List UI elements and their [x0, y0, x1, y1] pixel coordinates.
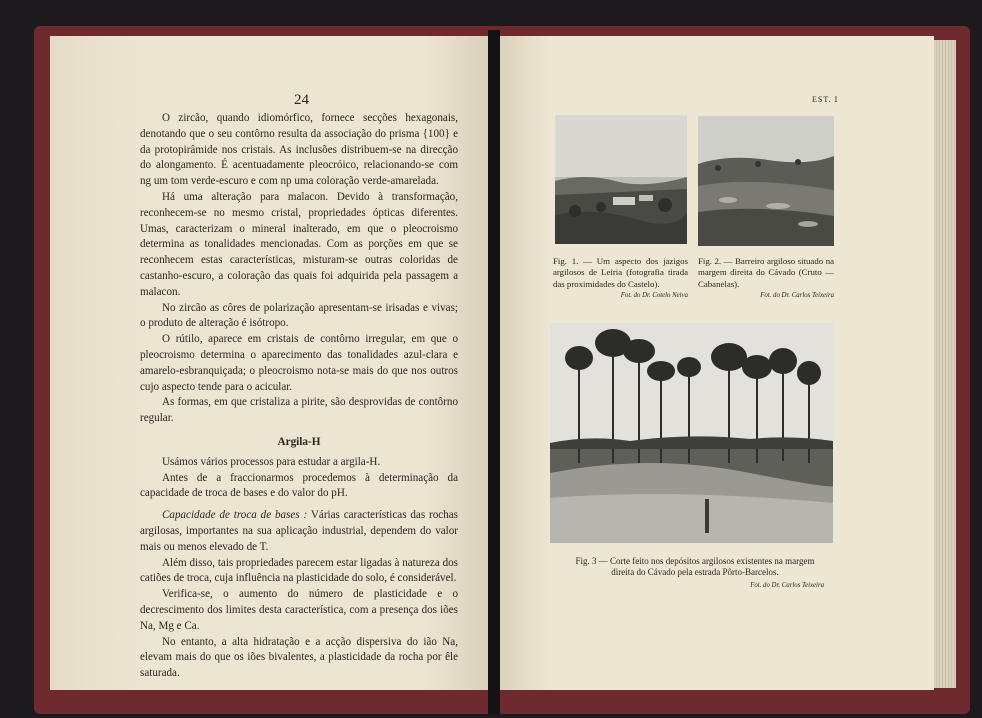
- book-gutter: [488, 30, 500, 714]
- paragraph: O rútilo, aparece em cristais de contôrno irregular, em que o pleocroismo determina o aparecimento das tonalidades azul-clara e amarelo-esbranquiçada; o pleocroismo nota-se mais do que nos outros cujo aspecto tende para o acicular.: [140, 333, 458, 393]
- figure-3-photo: [550, 323, 833, 543]
- italic-term: Capacidade de troca de bases :: [162, 509, 308, 522]
- plate-label: EST. I: [812, 95, 839, 104]
- figure-2-caption: Fig. 2. — Barreiro argiloso situado na margem direita do Cávado (Cruto — Cabanelas).: [698, 256, 834, 289]
- paragraph: No entanto, a alta hidratação e a acção dispersiva do ião Na, elevam mais do que os iões bivalentes, a plasticidade da rocha por êle saturada.: [140, 635, 458, 680]
- figure-1-credit: Fot. do Dr. Cotelo Neiva: [620, 292, 688, 299]
- page-edges: [934, 40, 956, 688]
- paragraph: Usámos vários processos para estudar a argila-H.: [162, 455, 381, 468]
- paragraph: No zircão as côres de polarização apresentam-se irisadas e vivas; o produto de alteração é isótropo.: [140, 301, 458, 330]
- paragraph: As formas, em que cristaliza a pirite, são desprovidas de contôrno regular.: [140, 396, 458, 425]
- figure-2-credit: Fot. do Dr. Carlos Teixeira: [760, 292, 834, 299]
- page-number: 24: [294, 92, 309, 108]
- section-heading: Argila-H: [277, 435, 321, 448]
- figure-1-caption: Fig. 1. — Um aspecto dos jazigos argilosos de Leiria (fotografia tirada das proximidades do Castelo).: [553, 256, 688, 289]
- figure-2-photo: [698, 116, 834, 246]
- paragraph: Antes de a fraccionarmos procedemos à determinação da capacidade de troca de bases e do valor do pH.: [140, 471, 458, 500]
- figure-3-caption: Fig. 3 — Corte feito nos depósitos argilosos existentes na margem direita do Cávado pela estrada Pôrto-Barcelos.: [575, 556, 815, 578]
- paragraph: Verifica-se, o aumento do número de plasticidade e o decrescimento dos limites desta característica, com a presença dos iões Na, Mg e Ca.: [140, 588, 458, 632]
- paragraph: Além disso, tais propriedades parecem estar ligadas à natureza dos catiões de troca, cuja influência na plasticidade do solo, é considerável.: [140, 556, 458, 585]
- paragraph: Há uma alteração para malacon. Devido à transformação, reconhecem-se no mesmo cristal, propriedades ópticas diferentes. Umas, caracterizam o mineral inalterado, em que o pleocroismo determina as tonalidades mencionadas. Com as porções em que se reconhecem estas características, misturam-se outras coloridas de castanho-escuro, a coloração das quais foi adquirida pela passagem a malacon.: [140, 190, 458, 298]
- figure-1-photo: [555, 115, 687, 244]
- figure-3-credit: Fot. do Dr. Carlos Teixeira: [750, 582, 824, 589]
- body-text: [140, 111, 458, 682]
- paragraph: Capacidade de troca de bases : Várias características das rochas argilosas, importantes na sua aplicação industrial, dependem do valor mais ou menos elevado de T.: [140, 509, 458, 553]
- paragraph: O zircão, quando idiomórfico, fornece secções hexagonais, denotando que o seu contôrno resulta da associação do prisma {100} e da protopirâmide nos cristais. As inclusões distribuem-se na direcção do alongamento. É acentuadamente pleocróico, relacionando-se com ng um tom verde-escuro e com np uma coloração verde-amarelada.: [140, 112, 458, 188]
